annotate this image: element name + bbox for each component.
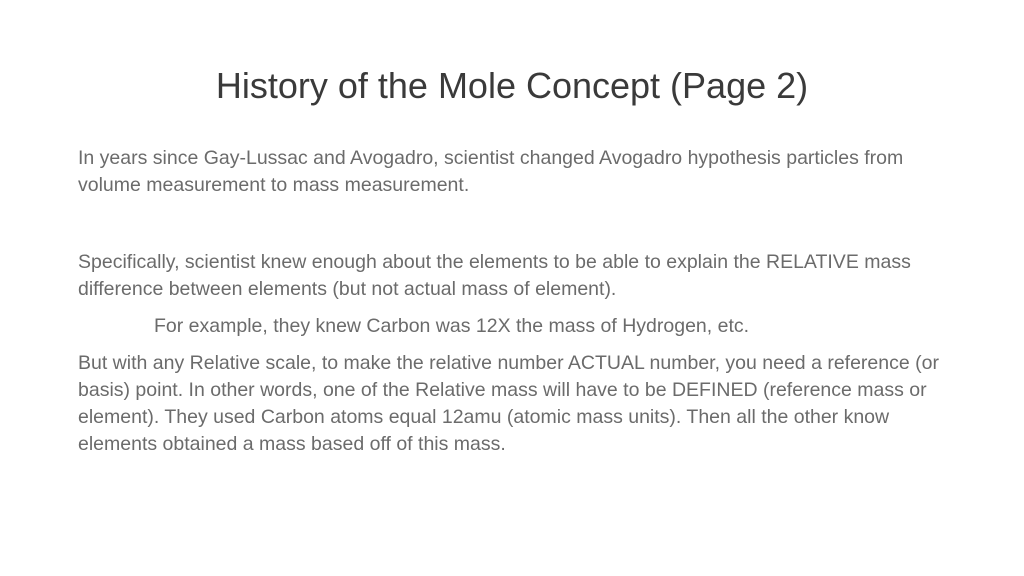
paragraph-reference-point: But with any Relative scale, to make the relative number ACTUAL number, you need a reference (or basis) point. In other words, one of the Relative mass will have to be DEFINED (reference mass or element). They used Carbon atoms equal 12amu (atomic mass units). Then all the other know elements obtained a mass based off of this mass. — [78, 352, 939, 455]
paragraph-example-carbon-hydrogen: For example, they knew Carbon was 12X the mass of Hydrogen, etc. — [154, 315, 750, 337]
slide-title: History of the Mole Concept (Page 2) — [215, 65, 809, 106]
paragraph-gay-lussac-avogadro: In years since Gay-Lussac and Avogadro, scientist changed Avogadro hypothesis particles from volume measurement to mass measurement. — [78, 147, 904, 196]
paragraph-relative-mass: Specifically, scientist knew enough about the elements to be able to explain the RELATIVE mass difference between elements (but not actual mass of element). — [78, 251, 911, 300]
slide-body — [78, 145, 958, 458]
